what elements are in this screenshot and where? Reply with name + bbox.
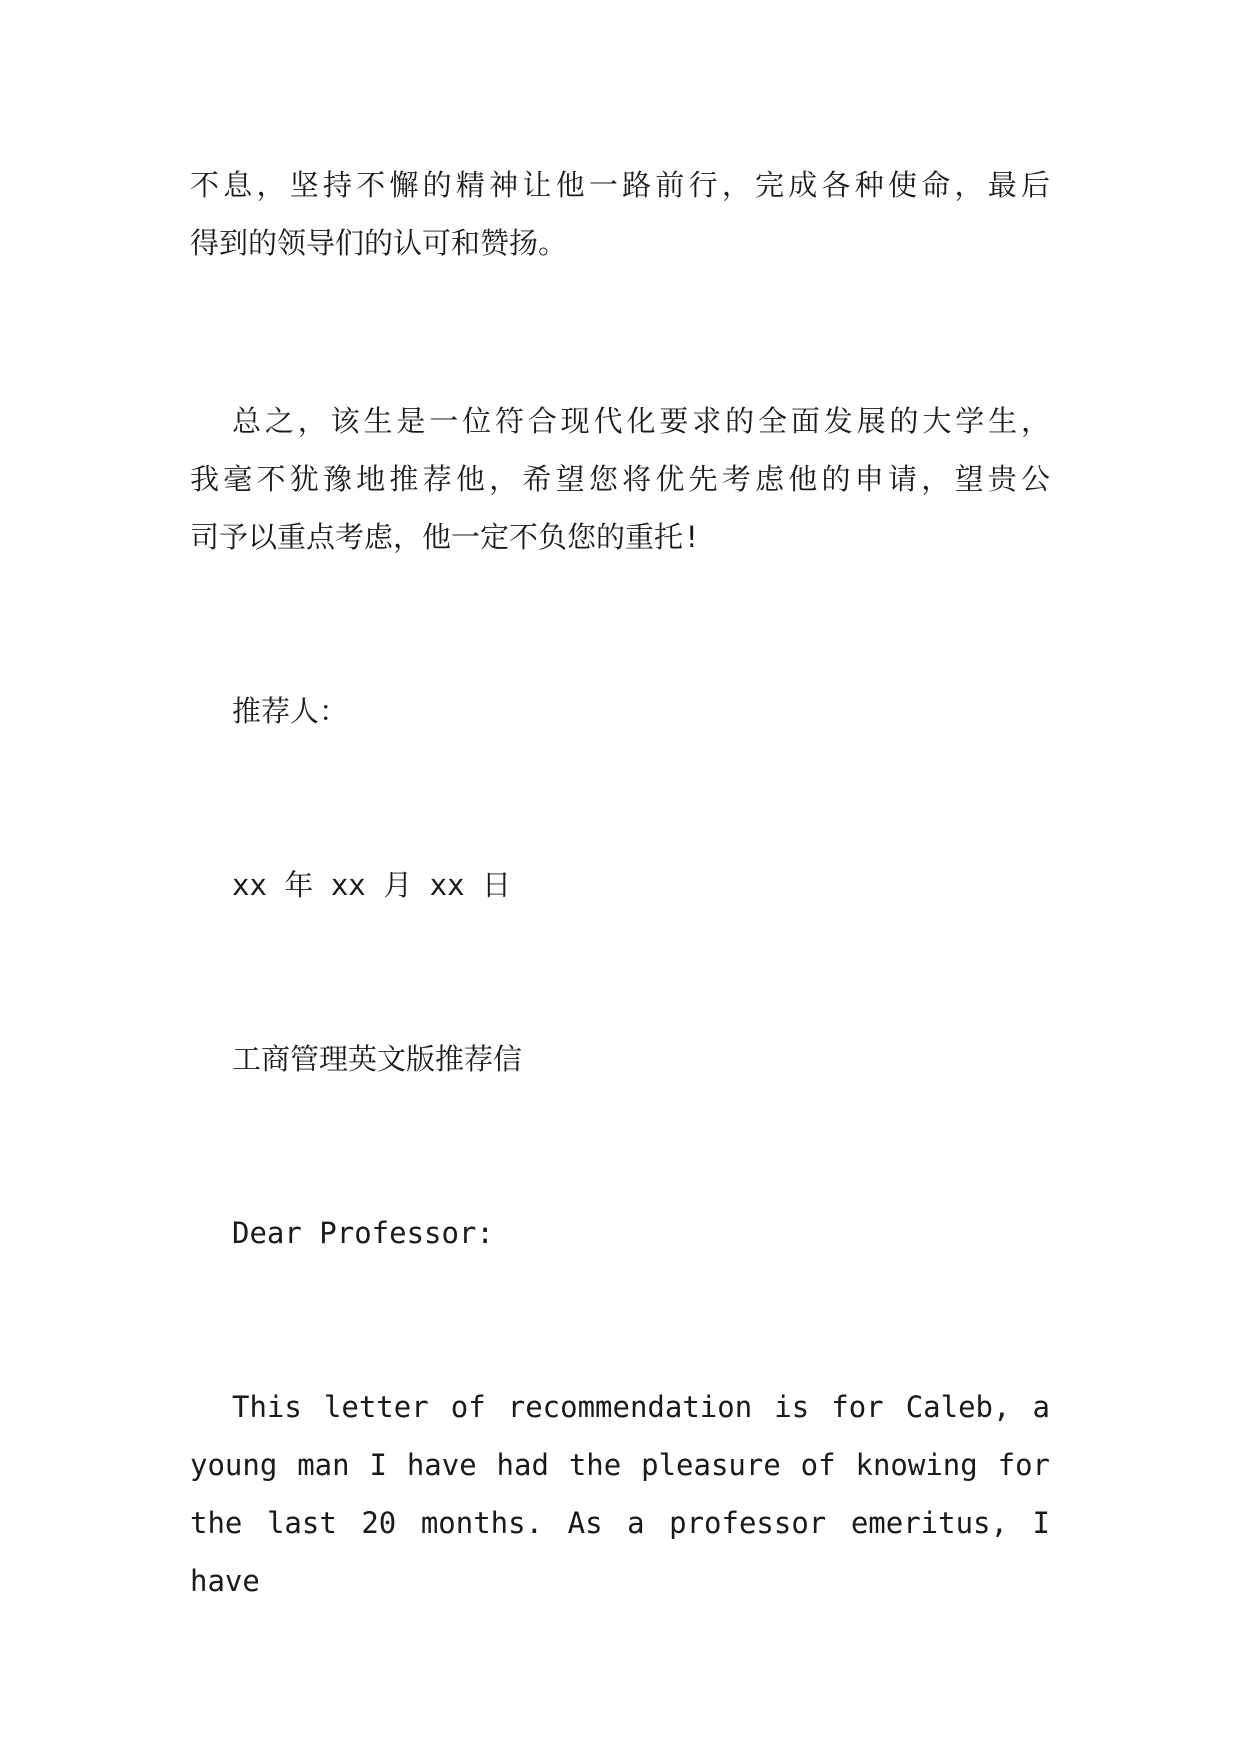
date-line <box>190 856 1050 914</box>
text-line: 总之，该生是一位符合现代化要求的全面发展的大学生， <box>232 404 1050 438</box>
text-line: 我毫不犹豫地推荐他，希望您将优先考虑他的申请，望贵公 <box>190 462 1050 496</box>
paragraph-conclusion <box>190 392 1050 566</box>
text-line: young man I have had the pleasure of knowing for <box>190 1448 1050 1482</box>
text-line: This letter of recommendation is for Caleb, a <box>232 1390 1050 1424</box>
text-line: Dear Professor: <box>232 1216 494 1250</box>
referee-label <box>190 682 1050 740</box>
section-title <box>190 1030 1050 1088</box>
text-line: the last 20 months. As a professor emeritus, I have <box>190 1506 1050 1598</box>
text-line: xx 年 xx 月 xx 日 <box>232 868 512 902</box>
salutation <box>190 1204 1050 1262</box>
paragraph-english-body <box>190 1378 1050 1598</box>
text-line: 推荐人： <box>232 694 349 728</box>
text-line: 不息，坚持不懈的精神让他一路前行，完成各种使命，最后 <box>190 168 1050 202</box>
paragraph-continuation <box>190 156 1050 272</box>
text-line: 司予以重点考虑，他一定不负您的重托! <box>190 520 701 554</box>
text-line: 得到的领导们的认可和赞扬。 <box>190 226 568 260</box>
text-line: 工商管理英文版推荐信 <box>232 1042 523 1076</box>
